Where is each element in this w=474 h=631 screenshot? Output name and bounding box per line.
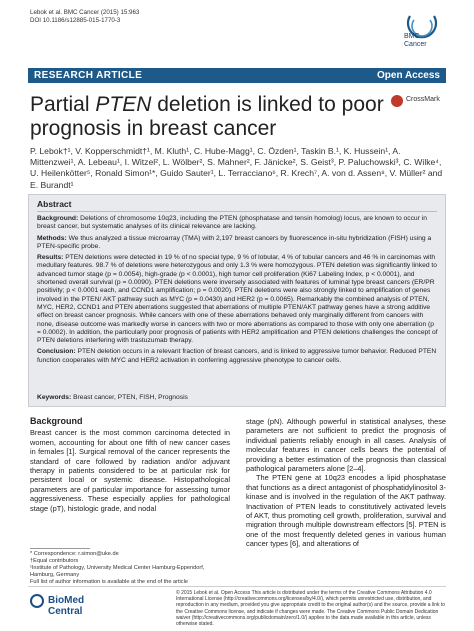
abstract-background	[37, 215, 439, 232]
background-text: Deletions of chromosome 10q23, including the PTEN (phosphatase and tensin homolog) locus, are known to occur in breast cancer, but systematic analyses of its clinical relevance are lacking.	[37, 215, 427, 231]
conclusion-text: PTEN deletion occurs in a relevant fraction of breast cancers, and is linked to aggressive tumor behavior. Reduced PTEN function cooperates with MYC and HER2 activation in conferring aggressive phenotype to cancer cells.	[37, 348, 437, 364]
crossmark-badge[interactable]	[391, 94, 447, 108]
background-section-heading: Background	[30, 416, 83, 426]
publisher-name: BioMed Central	[48, 595, 85, 617]
methods-label: Methods:	[37, 234, 67, 242]
article-type-label: RESEARCH ARTICLE	[34, 70, 143, 81]
correspondence-footnote[interactable]: * Correspondence: r.simon@uke.de	[30, 551, 119, 557]
citation-line: Lebok et al. BMC Cancer (2015) 15:963	[30, 9, 140, 16]
affiliation-footnote: ¹Institute of Pathology, University Medical Center Hamburg-Eppendorf, Hamburg, Germany	[30, 565, 205, 578]
crossmark-label: CrossMark	[406, 96, 440, 103]
logo-text-cancer: Cancer	[404, 41, 427, 48]
footer-divider	[28, 586, 446, 587]
author-list: P. Lebok†¹, V. Kopperschmidt†¹, M. Kluth¹, C. Hube-Magg¹, C. Özden¹, Taskin B.¹, K. Hussein¹, A. Mittenzwei¹, A. Lebeau¹, I. Witzel², L. Wölber², S. Mahner², F. Jänicke², S. Geist³, P. Paluchowski³, C. Wilke⁴, U. Heilenkötter⁵, Ronald Simon¹*, Guido Sauter¹, L. Terracciano⁶, R. Krech⁷, A. von d. Assen⁸, V. Müller² and E. Burandt¹	[30, 146, 443, 190]
footnote-divider	[30, 548, 90, 549]
biomed-central-logo[interactable]	[30, 592, 116, 617]
body-column-right	[246, 417, 446, 549]
keywords-line	[37, 394, 188, 401]
open-access-label[interactable]: Open Access	[377, 70, 440, 81]
article-title: Partial PTEN deletion is linked to poor prognosis in breast cancer	[30, 93, 384, 140]
keywords-text: Breast cancer, PTEN, FISH, Prognosis	[73, 394, 188, 401]
doi-line: DOI 10.1186/s12885-015-1770-3	[30, 17, 121, 24]
conclusion-label: Conclusion:	[37, 348, 76, 356]
abstract-heading: Abstract	[37, 199, 72, 209]
methods-text: We thus analyzed a tissue microarray (TMA) with 2,197 breast cancers by fluorescence in-situ hybridization (FISH) using a PTEN-specific probe.	[37, 234, 432, 250]
abstract-divider	[37, 211, 437, 212]
article-meta	[30, 9, 139, 25]
body-column-left	[30, 417, 230, 513]
body-paragraph-2: The PTEN gene at 10q23 encodes a lipid phosphatase that functions as a direct antagonist of phosphatidylinositol 3-kinase and is involved in the regulation of the AKT pathway. Inactivation of PTEN leads to constitutively activated levels of AKT, thus promoting cell growth, proliferation, survival and migration through multiple downstream effectors [5]. PTEN is one of the most frequently deleted genes in various human cancer types [6], and alterations of	[246, 473, 446, 549]
background-label: Background:	[37, 215, 79, 222]
results-text: PTEN deletions were detected in 19 % of no special type, 9 % of lobular, 4 % of tubular cancers and 46 % in carcinomas with medullary features. 98.7 % of deletions were heterozygous and only 1.3 % were homozygous. PTEN deletion was significantly linked to advanced tumor stage (p = 0.0054), high-grade (p < 0.0001), high tumor cell proliferation (Ki67 Labeling Index, p < 0.0001), and shortened overall survival (p = 0.0090). PTEN deletions were inversely associated with features of luminal type breast cancers (ER/PR positivity; p < 0.0001 each, and CCND1 amplification; p = 0.0020). PTEN deletions were also strongly linked to amplification of genes involved in the PTEN/ AKT pathway such as MYC (p = 0.0430) and HER2 (p = 0.0065). Remarkably the combined analysis of PTEN, MYC, HER2, CCND1 and PTEN aberrations suggested that aberrations of multiple PTEN/AKT pathway genes have a strong additive effect on breast cancer prognosis. While cancers with one of these aberrations behaved only marginally different from cancers with none, disease outcome was markedly worse in cancers with two or more aberrations as compared to those with only one aberration (p = 0.0002). In addition, the particularly poor prognosis of patients with HER2 amplification and PTEN deletions challenges the concept of PTEN deletions interfering with trastuzumab therapy.	[37, 254, 438, 345]
abstract-body	[37, 215, 439, 368]
journal-logo-text	[404, 33, 427, 49]
results-label: Results:	[37, 254, 64, 262]
article-type-band	[28, 68, 446, 83]
abstract-results	[37, 254, 439, 345]
author-info-footnote: Full list of author information is available at the end of the article	[30, 579, 188, 585]
equal-contributors-footnote: †Equal contributors	[30, 558, 79, 564]
license-text: © 2015 Lebok et al. Open Access This article is distributed under the terms of the Creative Commons Attribution 4.0 International License (http://creativecommons.org/licenses/by/4.0/), which permits unrestricted use, distribution, and reproduction in any medium, provided you give appropriate credit to the original author(s) and the source, provide a link to the Creative Commons license, and indicate if changes were made. The Creative Commons Public Domain Dedication waiver (http://creativecommons.org/publicdomain/zero/1.0/) applies to the data made available in this article, unless otherwise stated.	[176, 590, 446, 628]
abstract-conclusion	[37, 348, 439, 365]
logo-text-bmc: BMC	[404, 33, 420, 40]
abstract-box	[28, 194, 446, 407]
footnotes	[30, 551, 230, 586]
keywords-label: Keywords:	[37, 394, 72, 401]
abstract-methods	[37, 235, 439, 252]
crossmark-icon	[391, 95, 403, 107]
biomed-central-icon	[30, 594, 44, 608]
background-paragraph: Breast cancer is the most common carcinoma detected in women, accounting for about one fifth of new cancer cases in females [1]. Surgical removal of the cancer represents the standard of care followed by radiation and/or adjuvant therapy in patients considered to be at particular risk for persistent local or systemic disease. Histopathological parameters are of particular importance for assessing tumor aggressiveness. These especially applies for pathological stage (pT), histologic grade, and nodal	[30, 428, 230, 513]
body-paragraph-1: stage (pN). Although powerful in statistical analyses, these parameters are not sufficient to predict the prognosis of individual patients reliably enough in all cases. Analysis of molecular features in cancer cells bears the potential of providing a better estimation of the prognosis than classical pathological parameters alone [2–4].	[246, 417, 446, 474]
